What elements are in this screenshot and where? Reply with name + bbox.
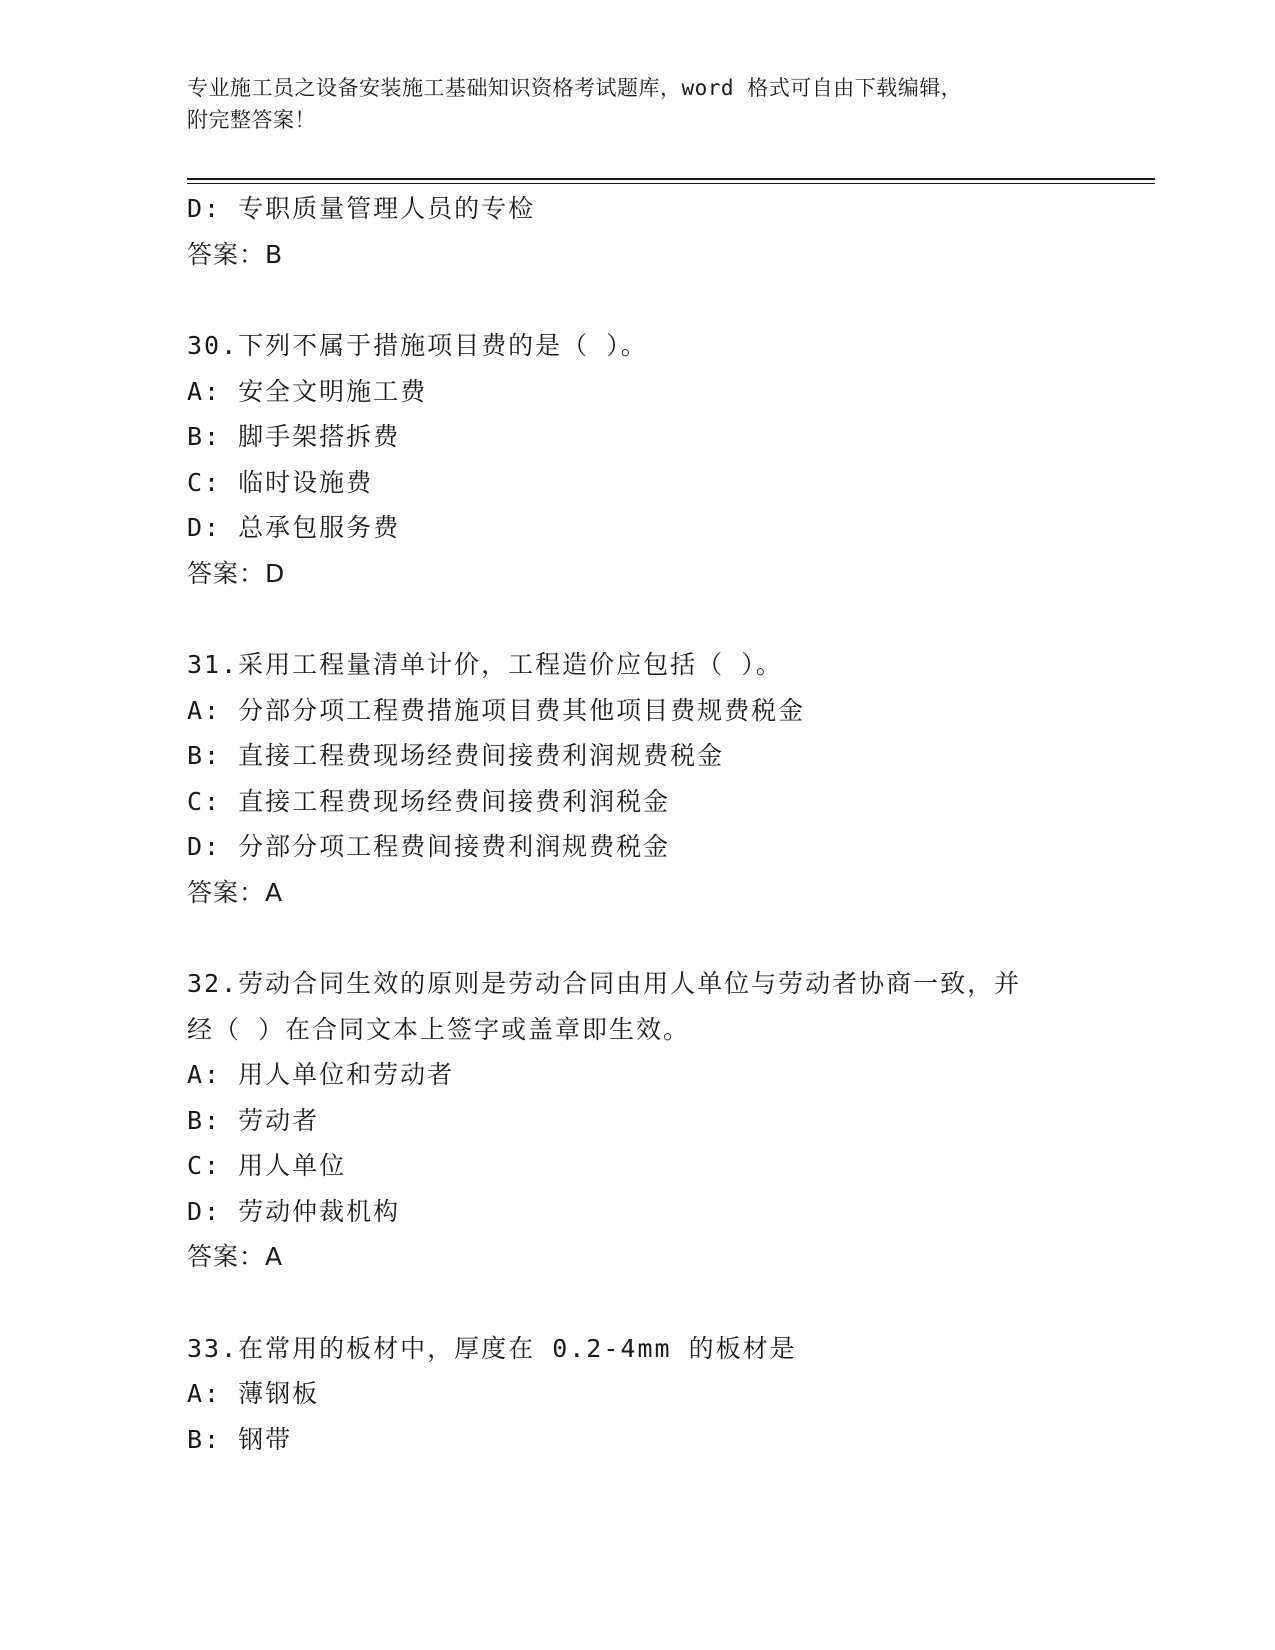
header-line-2: 附完整答案！ xyxy=(187,108,316,132)
question-33-option-b: B: 钢带 xyxy=(187,1424,293,1454)
header-divider-thick xyxy=(187,178,1155,180)
question-30-option-d: D: 总承包服务费 xyxy=(187,513,401,542)
question-30-answer: 答案：D xyxy=(187,558,286,588)
question-31-stem: 31.采用工程量清单计价，工程造价应包括（ ）。 xyxy=(187,650,783,679)
question-33-stem: 33.在常用的板材中，厚度在 0.2-4mm 的板材是 xyxy=(187,1333,797,1363)
question-31-option-d: D: 分部分项工程费间接费利润规费税金 xyxy=(187,832,671,861)
spacer xyxy=(187,596,1087,642)
question-33-option-a: A: 薄钢板 xyxy=(187,1379,320,1408)
question-31-option-a: A: 分部分项工程费措施项目费其他项目费规费税金 xyxy=(187,695,806,725)
question-30-option-c: C: 临时设施费 xyxy=(187,467,374,497)
question-31-answer: 答案：A xyxy=(187,877,284,907)
spacer xyxy=(187,1280,1087,1326)
question-30-option-a: A: 安全文明施工费 xyxy=(187,376,428,406)
question-30-stem: 30.下列不属于措施项目费的是（ ）。 xyxy=(187,331,648,360)
question-32-stem-line-2: 经（ ）在合同文本上签字或盖章即生效。 xyxy=(187,1014,691,1044)
lead-answer: 答案：B xyxy=(187,239,284,269)
header-divider-thin xyxy=(187,183,1155,184)
question-32-option-a: A: 用人单位和劳动者 xyxy=(187,1060,455,1089)
question-32-option-d: D: 劳动仲裁机构 xyxy=(187,1196,401,1226)
question-31-option-b: B: 直接工程费现场经费间接费利润规费税金 xyxy=(187,741,725,770)
lead-option-d: D: 专职质量管理人员的专检 xyxy=(187,194,536,223)
question-31-option-c: C: 直接工程费现场经费间接费利润税金 xyxy=(187,786,671,816)
question-32-option-b: B: 劳动者 xyxy=(187,1105,320,1135)
spacer xyxy=(187,915,1087,961)
question-list xyxy=(187,186,1087,1462)
question-32-answer: 答案：A xyxy=(187,1242,284,1271)
header-line-1: 专业施工员之设备安装施工基础知识资格考试题库，word 格式可自由下载编辑， xyxy=(187,76,963,100)
question-30-option-b: B: 脚手架搭拆费 xyxy=(187,422,401,451)
question-32-stem-line-1: 32.劳动合同生效的原则是劳动合同由用人单位与劳动者协商一致，并 xyxy=(187,969,1022,998)
page-header xyxy=(187,72,1067,136)
question-32-option-c: C: 用人单位 xyxy=(187,1151,347,1180)
spacer xyxy=(187,277,1087,323)
